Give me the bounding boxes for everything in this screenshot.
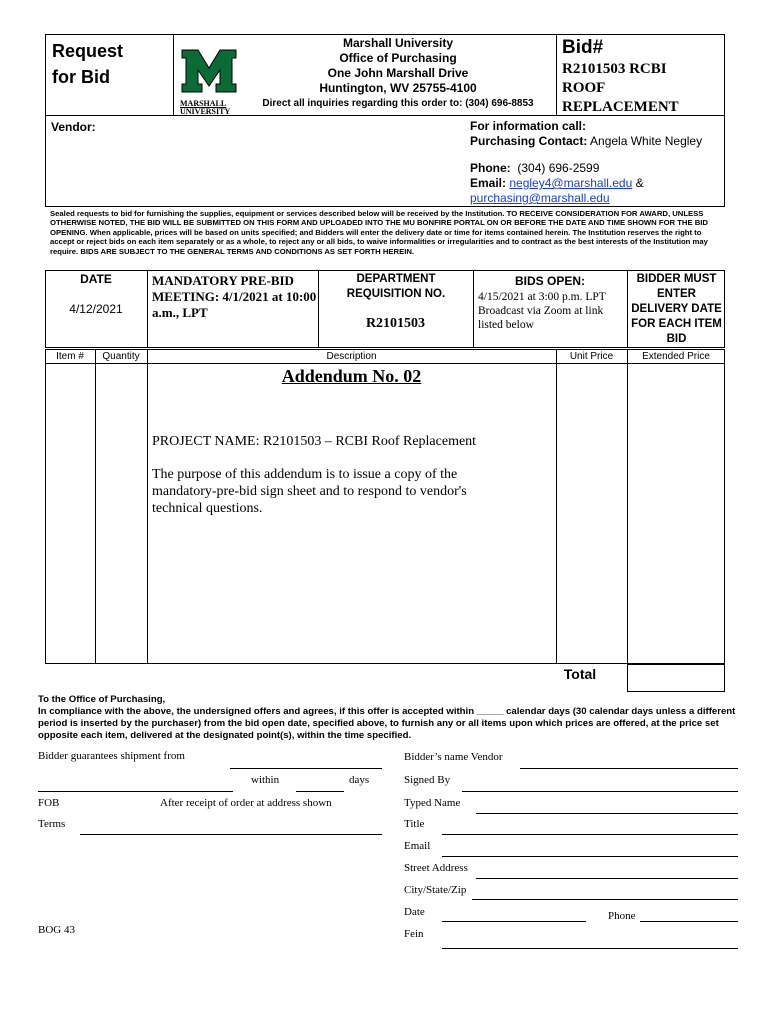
project-name: PROJECT NAME: R2101503 – RCBI Roof Replacement: [152, 434, 477, 449]
logo-text: MARSHALL UNIVERSITY: [180, 99, 231, 116]
contact-info: For information call: Purchasing Contact: Angela White Negley Phone: (304) 696-2599 Email: negley4@marshall.edu & purchasing@marshall.edu: [470, 119, 703, 205]
typed-name-line[interactable]: [476, 813, 738, 814]
addendum-purpose: The purpose of this addendum is to issue a copy of the mandatory-pre-bid sign sheet and to respond to vendor's technical questions.: [152, 467, 467, 516]
university-address: Marshall University Office of Purchasing One John Marshall Drive Huntington, WV 25755-4100 Direct all inquiries regarding this order to: (304) 696-8853: [262, 36, 534, 109]
bid-number: Bid# R2101503 RCBI ROOF REPLACEMENT: [562, 37, 679, 115]
prebid-meeting: MANDATORY PRE-BID MEETING: 4/1/2021 at 10:00 a.m., LPT: [152, 273, 317, 320]
guarantees-label: Bidder guarantees shipment from: [38, 750, 185, 762]
col-header-extended-price: Extended Price: [642, 351, 710, 362]
days-label: days: [349, 774, 370, 786]
guarantees-line[interactable]: [230, 768, 382, 769]
form-title: Request for Bid: [52, 41, 124, 87]
date-line[interactable]: [442, 921, 586, 922]
email-line[interactable]: [442, 856, 738, 857]
bidder-name-line[interactable]: [520, 768, 738, 769]
fob-label: FOB: [38, 797, 60, 809]
title-label: Title: [404, 818, 425, 830]
vendor-label: Vendor:: [51, 120, 96, 134]
total-input[interactable]: [627, 664, 725, 692]
date-label: DATE: [80, 272, 112, 286]
bids-open-value: 4/15/2021 at 3:00 p.m. LPT Broadcast via Zoom at link listed below: [478, 291, 606, 331]
form-code: BOG 43: [38, 924, 75, 936]
date-field-label: Date: [404, 906, 425, 918]
terms-line[interactable]: [80, 834, 382, 835]
signed-by-line[interactable]: [462, 791, 738, 792]
title-line[interactable]: [442, 834, 738, 835]
signed-by-label: Signed By: [404, 774, 451, 786]
street-address-line[interactable]: [476, 878, 738, 879]
col-header-unit-price: Unit Price: [569, 351, 614, 362]
city-state-zip-label: City/State/Zip: [404, 884, 467, 896]
bids-open-label: BIDS OPEN:: [514, 274, 585, 288]
col-header-item: Item #: [56, 351, 84, 362]
bidder-must-enter: BIDDER MUST ENTER DELIVERY DATE FOR EACH ITEM BID: [631, 273, 722, 345]
email-label: Email: [404, 840, 431, 852]
after-receipt-label: After receipt of order at address shown: [160, 797, 332, 809]
typed-name-label: Typed Name: [404, 797, 461, 809]
terms-label: Terms: [38, 818, 66, 830]
email-link-negley[interactable]: negley4@marshall.edu: [509, 176, 633, 190]
m-logo-icon: [180, 48, 238, 94]
marshall-logo: [180, 48, 238, 116]
dept-requisition-label: DEPARTMENT REQUISITION NO.: [346, 273, 446, 300]
phone-line[interactable]: [640, 921, 738, 922]
col-header-description: Description: [326, 351, 377, 362]
within-days-line[interactable]: [296, 791, 344, 792]
email-link-purchasing[interactable]: purchasing@marshall.edu: [470, 191, 610, 205]
fein-line[interactable]: [442, 948, 738, 949]
notice-text: Sealed requests to bid for furnishing the supplies, equipment or services described below will be received by the Institution. TO RECEIVE CONSIDERATION FOR AWARD, UNLESS OTHERWISE NOTED, THE BID WILL BE SUBMITTED ON THIS FORM AND UPLOADED INTO THE MU BONFIRE PORTAL ON OR BEFORE THE DATE AND TIME SHOWN FOR THE BID OPENING. When applicable, prices will be based on units specified; and Bidders will enter the delivery date or time for items contained herein. The Institution reserves the right to accept or reject bids on each item separately or as a whole, to reject any or all bids, to waive informalities or irregularities and to contract as the best interests of the Institution may require. BIDS ARE SUBJECT TO THE GENERAL TERMS AND CONDITIONS AS SET FORTH HEREIN.: [50, 209, 708, 256]
shipment-from-line[interactable]: [38, 791, 233, 792]
col-header-quantity: Quantity: [102, 351, 140, 362]
total-label: Total: [563, 666, 597, 682]
bidder-name-label: Bidder’s name Vendor: [404, 751, 503, 763]
city-state-zip-line[interactable]: [472, 899, 738, 900]
within-label: within: [251, 774, 280, 786]
date-value: 4/12/2021: [69, 302, 123, 316]
addendum-title: Addendum No. 02: [281, 366, 422, 386]
street-address-label: Street Address: [404, 862, 468, 874]
compliance-text: To the Office of Purchasing, In compliance with the above, the undersigned offers and agrees, if this offer is accepted within _____ calendar days (30 calendar days unless a different period is inserted by the purchaser) from the bid open date, specified above, to furnish any or all items upon which prices are offered, at the price set opposite each item, delivered at the designated point(s), within the time specified.: [38, 694, 736, 741]
dept-requisition-value: R2101503: [365, 316, 426, 331]
phone-field-label: Phone: [608, 910, 636, 922]
fein-label: Fein: [404, 928, 424, 940]
